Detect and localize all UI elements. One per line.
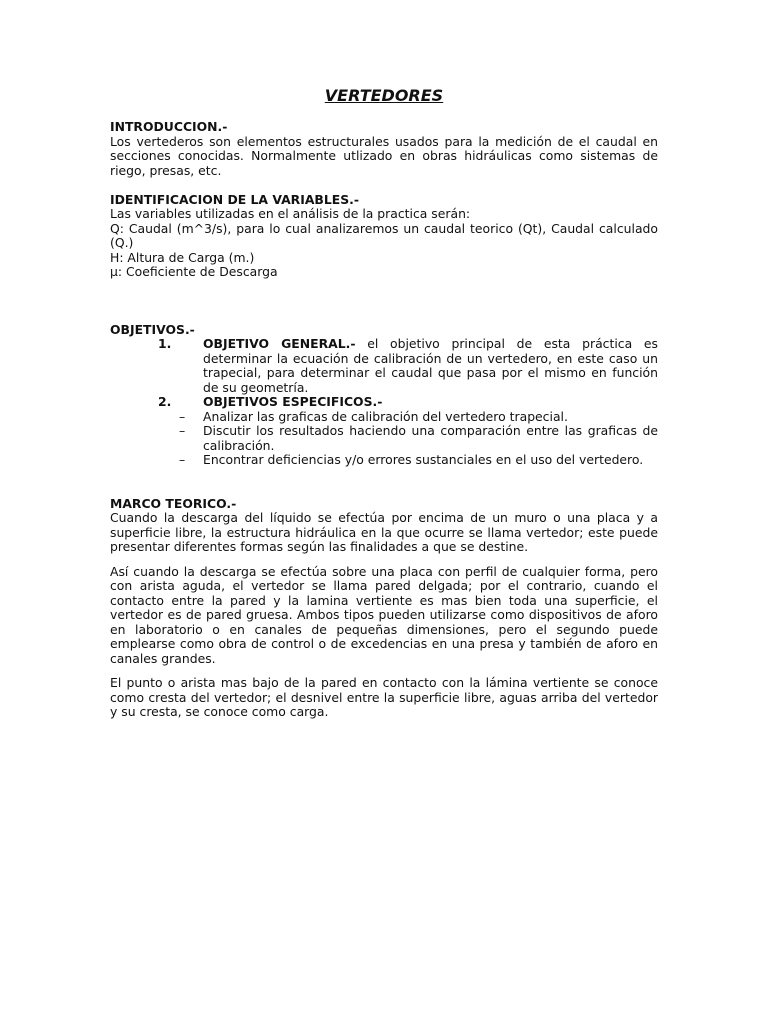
- bullet-text: Discutir los resultados haciendo una comparación entre las graficas de calibración.: [203, 423, 658, 453]
- variables-line: H: Altura de Carga (m.): [110, 249, 255, 265]
- document-title: VERTEDORES: [324, 86, 444, 105]
- objetivo-description: el objetivo principal de esta práctica es determinar la ecuación de calibración de un vertedero, en este caso un trapecial, para determinar el caudal que pasa por el mismo en función de su geometría.: [203, 336, 658, 395]
- dash-marker: –: [179, 423, 186, 438]
- objetivo-text: [203, 395, 658, 410]
- bullet-text: Analizar las graficas de calibración del vertedero trapecial.: [203, 408, 568, 424]
- dash-marker: –: [179, 408, 186, 424]
- objetivos-heading: OBJETIVOS.-: [110, 321, 195, 337]
- marco-paragraph: Así cuando la descarga se efectúa sobre una placa con perfil de cualquier forma, pero con arista aguda, el vertedor se llama pared delgada; por el contrario, cuando el contacto entre la pared y la lamina vertiente es mas bien toda una superficie, el vertedor es de pared gruesa. Ambos tipos pueden utilizarse como dispositivos de aforo en laboratorio o en canales de pequeñas dimensiones, pero el segundo puede emplearse como obra de control o de excedencias en una presa y también de aforo en canales grandes.: [110, 563, 658, 666]
- variables-line: Las variables utilizadas en el análisis de la practica serán:: [110, 206, 471, 221]
- bullet-text: Encontrar deficiencias y/o errores sustanciales en el uso del vertedero.: [203, 452, 644, 467]
- objetivo-label: OBJETIVOS ESPECIFICOS.-: [203, 394, 383, 409]
- variables-line: µ: Coeficiente de Descarga: [110, 264, 278, 279]
- intro-text: Los vertederos son elementos estructurales usados para la medición de el caudal en secciones conocidas. Normalmente utlizado en obras hidráulicas como sistemas de riego, presas, etc.: [110, 133, 658, 178]
- variables-line: Q: Caudal (m^3/s), para lo cual analizaremos un caudal teorico (Qt), Caudal calculado (Q.): [110, 220, 658, 250]
- dash-marker: –: [179, 452, 186, 467]
- objetivo-item: [110, 337, 658, 395]
- marco-paragraph: Cuando la descarga del líquido se efectúa por encima de un muro o una placa y a superficie libre, la estructura hidráulica en la que ocurre se llama vertedor; este puede presentar diferentes formas según las finalidades a que se destine.: [110, 510, 658, 554]
- variables-heading: IDENTIFICACION DE LA VARIABLES.-: [110, 191, 359, 207]
- bullet-item: [110, 453, 658, 468]
- objetivo-number: 1.: [158, 336, 172, 351]
- bullet-item: [110, 424, 658, 453]
- objetivo-text: [203, 337, 658, 395]
- objetivo-label: OBJETIVO GENERAL.-: [203, 336, 356, 351]
- objetivo-item: [110, 395, 658, 410]
- document-content: [110, 86, 658, 720]
- marco-paragraph: El punto o arista mas bajo de la pared en contacto con la lámina vertiente se conoce como cresta del vertedor; el desnivel entre la superficie libre, aguas arriba del vertedor y su cresta, se conoce como carga.: [110, 675, 658, 719]
- objetivo-number: 2.: [158, 394, 172, 409]
- bullet-item: [110, 410, 658, 425]
- marco-heading: MARCO TEORICO.-: [110, 495, 237, 511]
- intro-heading: INTRODUCCION.-: [110, 119, 228, 134]
